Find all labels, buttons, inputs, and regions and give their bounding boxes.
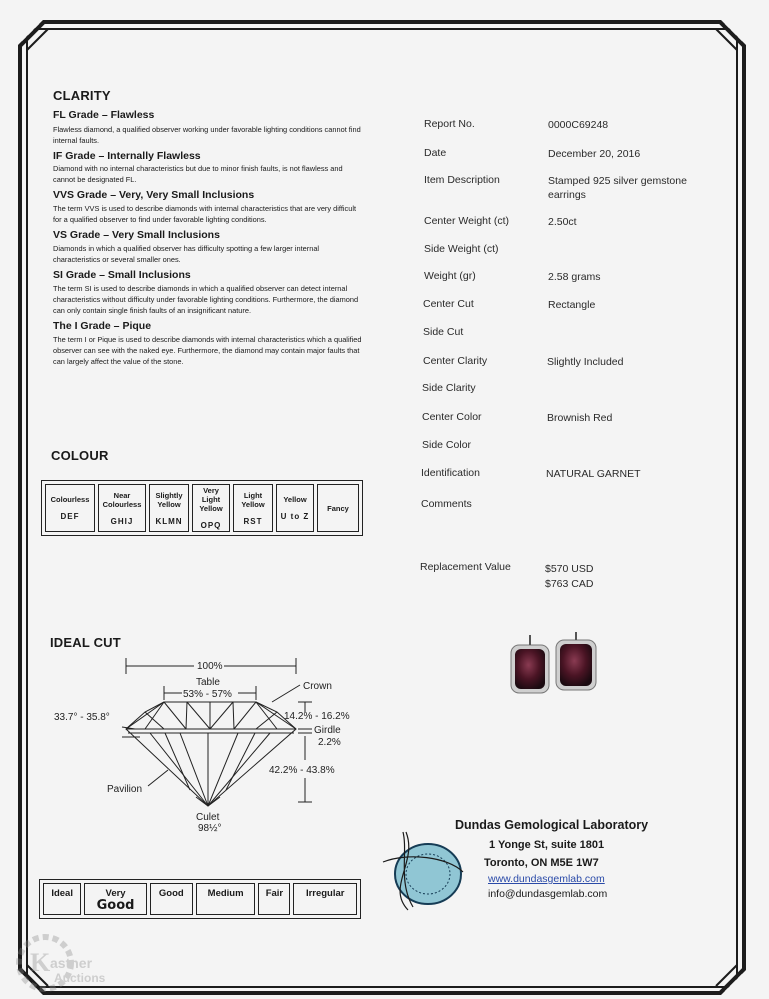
center-clarity-value: Slightly Included xyxy=(547,356,624,368)
side-color-label: Side Color xyxy=(422,439,472,451)
grade-vvs-title: VVS Grade – Very, Very Small Inclusions xyxy=(53,189,255,201)
table-title: Table xyxy=(196,677,220,688)
grade-i-title: The I Grade – Pique xyxy=(53,320,152,332)
grade-if-title: IF Grade – Internally Flawless xyxy=(53,150,201,162)
identification-value: NATURAL GARNET xyxy=(546,468,641,480)
cut-grade-ideal xyxy=(43,883,81,915)
cut-grade-fair xyxy=(258,883,290,915)
cut-grade-label: Fair xyxy=(265,888,284,899)
pavilion-depth: 42.2% - 43.8% xyxy=(269,765,335,776)
date-value: December 20, 2016 xyxy=(548,148,641,160)
center-cut-label: Center Cut xyxy=(423,298,474,310)
date-label: Date xyxy=(424,147,447,159)
cut-grade-label: Irregular xyxy=(305,888,345,899)
cut-grade-label-good: Good xyxy=(96,898,135,913)
ideal-cut-heading: IDEAL CUT xyxy=(50,635,121,650)
colour-name: Slightly Yellow xyxy=(155,490,183,509)
crown-label: Crown xyxy=(303,681,332,692)
center-cut-value: Rectangle xyxy=(548,299,596,311)
center-color-label: Center Color xyxy=(422,411,482,423)
cut-grade-label: Good xyxy=(158,888,184,899)
center-weight-value: 2.50ct xyxy=(548,216,577,228)
svg-text:astner: astner xyxy=(50,955,93,971)
colour-name: Light Yellow xyxy=(241,490,265,509)
replacement-usd: $570 USD xyxy=(545,563,594,575)
svg-text:K: K xyxy=(30,948,51,977)
identification-label: Identification xyxy=(421,467,480,479)
grade-vs-title: VS Grade – Very Small Inclusions xyxy=(53,229,220,241)
crown-angle: 33.7° - 35.8° xyxy=(54,712,110,723)
cut-grade-medium xyxy=(196,883,256,915)
colour-code: U to Z xyxy=(280,512,310,521)
grade-si-desc: The term SI is used to describe diamonds in which a qualified observer can detect internal characteristics without difficulty under favorable lighting conditions. Furthermore, the diamond can only contain single finish faults of an insignificant nature. xyxy=(53,284,359,315)
comments-label: Comments xyxy=(421,498,472,510)
girdle-title: Girdle xyxy=(314,725,341,736)
item-description-label: Item Description xyxy=(424,174,500,186)
side-weight-label: Side Weight (ct) xyxy=(424,243,499,255)
colour-code: GHIJ xyxy=(110,516,134,526)
cut-grade-very-good xyxy=(84,883,146,915)
colour-name: Very Light Yellow xyxy=(199,486,223,513)
grade-vvs-desc: The term VVS is used to describe diamonds with internal characteristics that are very difficult for a qualified observer to find under favorable lighting conditions. xyxy=(53,204,357,224)
svg-text:Auctions: Auctions xyxy=(54,971,106,985)
colour-code: RST xyxy=(243,516,263,526)
colour-name: Fancy xyxy=(327,503,349,513)
report-no-value: 0000C69248 xyxy=(548,119,609,131)
grade-si-title: SI Grade – Small Inclusions xyxy=(53,269,191,281)
cut-grade-table xyxy=(39,879,361,919)
girdle-value: 2.2% xyxy=(318,737,341,748)
width-label: 100% xyxy=(197,661,223,672)
grade-i-desc: The term I or Pique is used to describe diamonds with internal characteristics which a qualified observer can see with the naked eye. Furthermore, the diamond may contain major faults that can largely affect the value of the stone. xyxy=(53,335,362,366)
center-color-value: Brownish Red xyxy=(547,412,613,424)
replacement-value-label: Replacement Value xyxy=(420,561,511,573)
cut-grade-label: Medium xyxy=(207,888,244,899)
replacement-cad: $763 CAD xyxy=(545,578,594,590)
cut-grade-good xyxy=(150,883,193,915)
table-range: 53% - 57% xyxy=(183,689,232,700)
colour-heading: COLOUR xyxy=(51,448,109,463)
earrings-photo xyxy=(505,630,605,710)
lab-address-1: 1 Yonge St, suite 1801 xyxy=(489,839,605,851)
lab-name: Dundas Gemological Laboratory xyxy=(455,818,649,832)
pavilion-label: Pavilion xyxy=(107,784,143,795)
grade-fl-title: FL Grade – Flawless xyxy=(53,109,155,121)
kastner-auctions-watermark xyxy=(10,928,120,998)
culet-title: Culet xyxy=(196,812,220,823)
grade-vs-desc: Diamonds in which a qualified observer has difficulty spotting a few larger internal characteristics or several smaller ones. xyxy=(53,244,320,264)
grade-fl-desc: Flawless diamond, a qualified observer working under favorable lighting conditions cannot find internal faults. xyxy=(53,125,361,145)
weight-gr-value: 2.58 grams xyxy=(548,271,601,283)
colour-name: Yellow xyxy=(283,495,307,504)
colour-code: KLMN xyxy=(155,516,183,526)
weight-gr-label: Weight (gr) xyxy=(424,270,476,282)
lab-email[interactable]: info@dundasgemlab.com xyxy=(488,888,608,900)
colour-name: Near Colourless xyxy=(102,490,142,509)
lab-seal-signature xyxy=(378,822,468,917)
colour-name: Colourless xyxy=(50,495,90,504)
lab-website-link[interactable]: www.dundasgemlab.com xyxy=(488,873,605,885)
lab-address-2: Toronto, ON M5E 1W7 xyxy=(484,857,599,869)
colour-code: OPQ xyxy=(200,521,222,530)
culet-value: 98½° xyxy=(198,823,222,834)
side-cut-label: Side Cut xyxy=(423,326,464,338)
center-weight-label: Center Weight (ct) xyxy=(424,215,509,227)
cut-grade-label: Very xyxy=(105,888,126,899)
colour-code: DEF xyxy=(60,512,80,521)
clarity-heading: CLARITY xyxy=(53,88,111,103)
cut-grade-label: Ideal xyxy=(51,888,73,899)
cut-grade-irregular xyxy=(293,883,357,915)
center-clarity-label: Center Clarity xyxy=(423,355,488,367)
report-no-label: Report No. xyxy=(424,118,475,130)
item-description-value: Stamped 925 silver gemstone earrings xyxy=(548,175,687,201)
grade-if-desc: Diamond with no internal characteristics but due to minor finish faults, is not flawless and cannot be designated FL. xyxy=(53,164,343,184)
crown-height: 14.2% - 16.2% xyxy=(284,711,350,722)
side-clarity-label: Side Clarity xyxy=(422,382,476,394)
